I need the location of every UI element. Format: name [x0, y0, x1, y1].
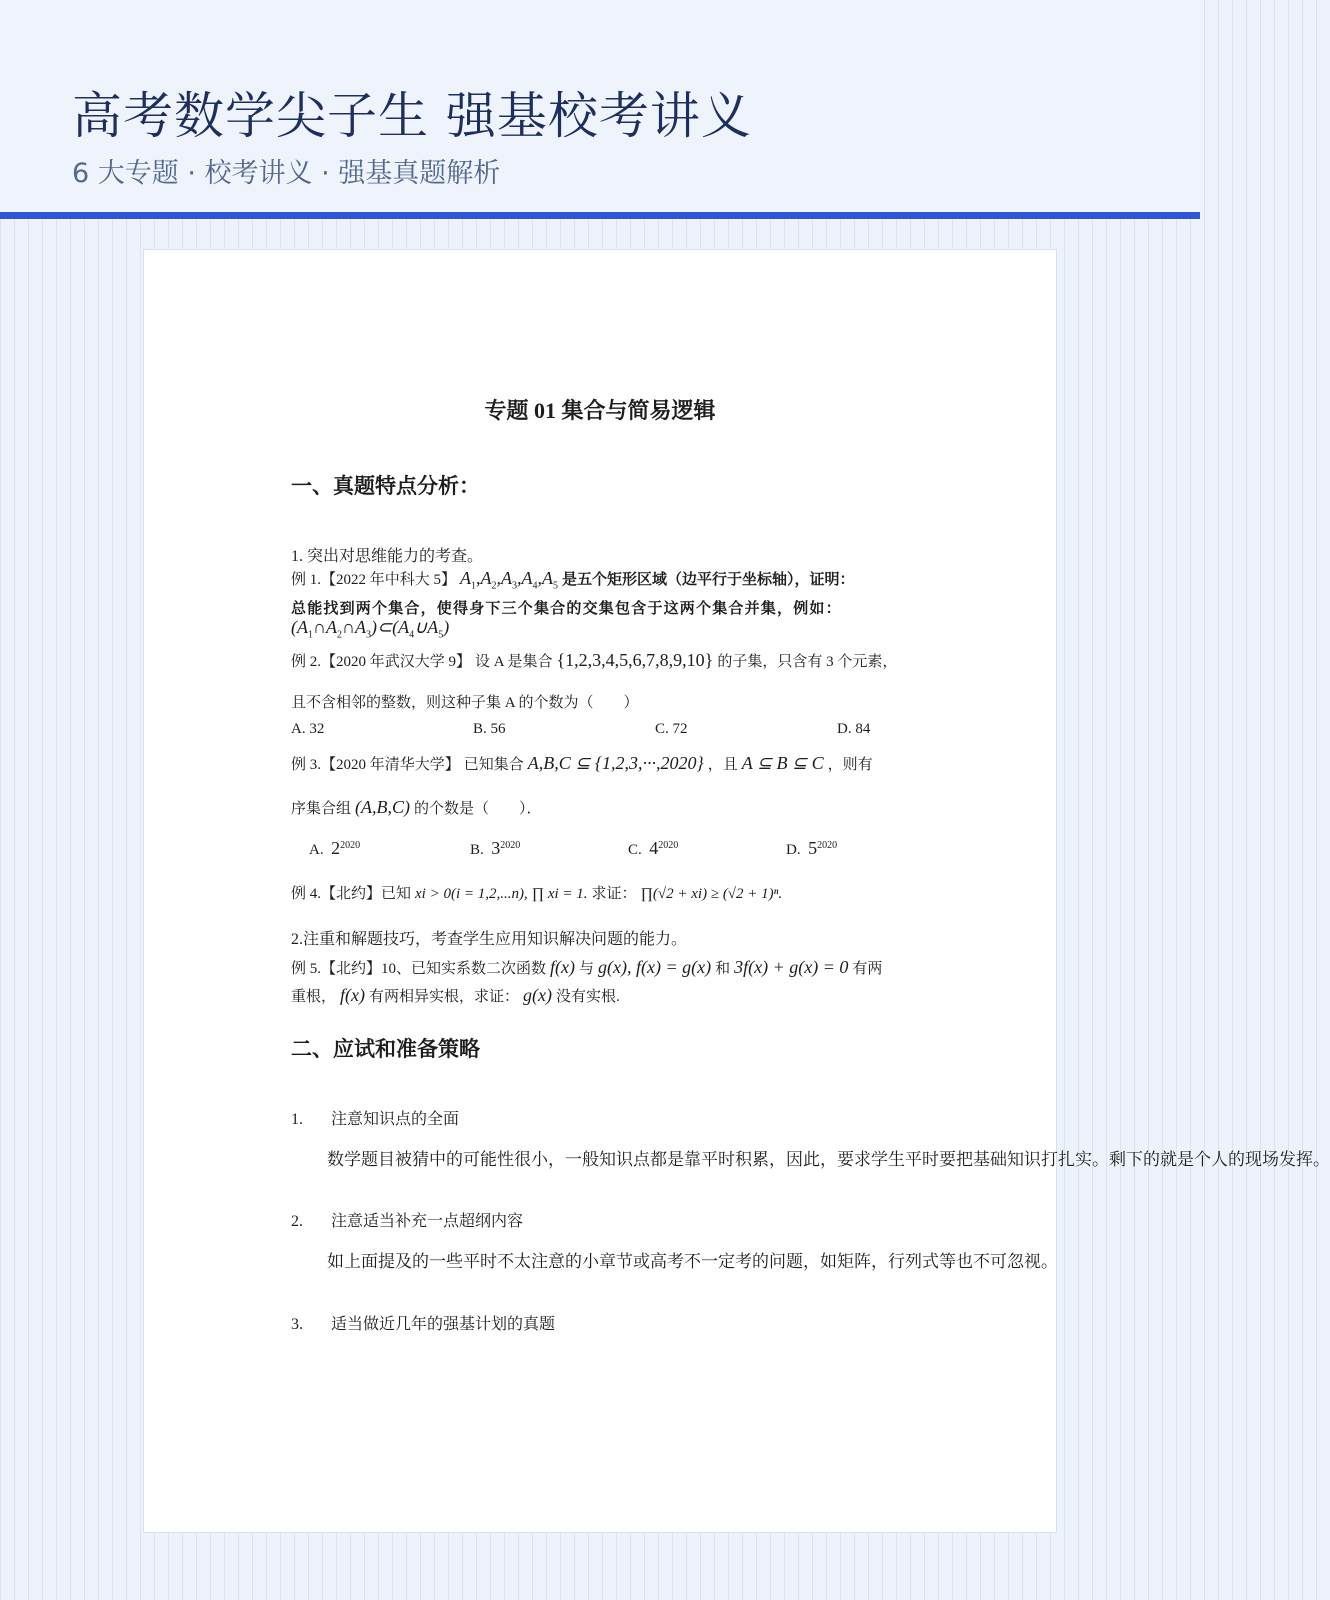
example3-label: 例 3.【2020 年清华大学】: [291, 757, 460, 773]
strategy-item1-body: 数学题目被猜中的可能性很小，一般知识点都是靠平时积累，因此，要求学生平时要把基础知识打扎实。剩下的就是个人的现场发挥。: [327, 1150, 1330, 1169]
example2-text-a: 设 A 是集合: [475, 654, 553, 670]
example5-text-e: 有两相异实根，求证：: [369, 989, 520, 1005]
example5-text-a: 与: [579, 961, 595, 977]
example5-f: f(x): [550, 957, 575, 977]
example3-choice-a: A. $2^{2020}$: [309, 838, 361, 858]
example5-f2: f(x): [340, 985, 365, 1005]
example5-label: 例 5.【北约】10、已知实系数二次函数: [291, 961, 547, 977]
example3-line1: [291, 753, 873, 774]
example3-text-a: 已知集合: [463, 757, 524, 773]
example2-line2: 且不含相邻的整数，则这种子集 A 的个数为（ ）: [291, 695, 639, 711]
point1: 1. 突出对思维能力的考查。: [291, 548, 484, 565]
banner-subtitle: 6 大专题 · 校考讲义 · 强基真题解析: [72, 158, 501, 189]
strategy-item3-title: 3. 适当做近几年的强基计划的真题: [291, 1316, 556, 1333]
example5-text-c: 有两: [852, 961, 883, 977]
example2-choice-d: D. 84: [837, 721, 871, 737]
example3-text-c: ，则有: [827, 757, 873, 773]
example3-line2: [291, 797, 542, 818]
example4-formula-b: ∏ xi = 1.: [531, 886, 588, 902]
example1-sets: $A_1,A_2,A_3,A_4,A_5$: [460, 568, 559, 592]
example1-line2: 总能找到两个集合，使得身下三个集合的交集包含于这两个集合并集，例如：: [291, 601, 842, 617]
example3-choice-b: B. $3^{2020}$: [470, 838, 521, 858]
example3-text-b: ，且: [707, 757, 738, 773]
example2-choice-b: B. 56: [473, 721, 506, 737]
section2-heading: 二、应试和准备策略: [291, 1037, 480, 1061]
example3-formula-c: (A,B,C): [355, 797, 410, 817]
example4-text: 求证：: [591, 886, 637, 902]
section1-heading: 一、真题特点分析：: [291, 474, 480, 498]
example1-label: 例 1.【2022 年中科大 5】: [291, 572, 457, 588]
example3-formula-a: A,B,C ⊆ {1,2,3,···,2020}: [527, 753, 704, 773]
example3-text-e: 的个数是（ ）．: [414, 801, 542, 817]
point2: 2.注重和解题技巧，考查学生应用知识解决问题的能力。: [291, 931, 688, 948]
example3-formula-b: A ⊆ B ⊆ C: [741, 753, 824, 773]
document-page: [143, 249, 1330, 1533]
example5-line2: [291, 985, 620, 1006]
example4-line: [291, 882, 782, 903]
example5-text-d: 重根，: [291, 989, 337, 1005]
example5-text-f: 没有实根.: [556, 989, 620, 1005]
example1-formula: $(A_1\cap A_2\cap A_3)\subset(A_4\cup A_5)$: [291, 617, 450, 641]
strategy-item2-title: 2. 注意适当补充一点超纲内容: [291, 1213, 524, 1230]
example1-line1: [291, 568, 855, 592]
example5-text-b: 和: [715, 961, 731, 977]
banner-title: 高考数学尖子生 强基校考讲义: [72, 87, 752, 145]
example5-line1: [291, 957, 882, 978]
header-divider: [0, 212, 1200, 219]
example1-text-a: 是五个矩形区域（边平行于坐标轴），证明：: [562, 572, 855, 588]
example3-text-d: 序集合组: [291, 801, 352, 817]
example2-label: 例 2.【2020 年武汉大学 9】: [291, 654, 472, 670]
example4-label: 例 4.【北约】已知: [291, 886, 412, 902]
example2-text-b: 的子集，只含有 3 个元素，: [717, 654, 898, 670]
example3-choice-d: D. $5^{2020}$: [786, 838, 838, 858]
example5-g: g(x): [523, 985, 552, 1005]
strategy-item2-body: 如上面提及的一些平时不太注意的小章节或高考不一定考的问题，如矩阵，行列式等也不可忽视。: [327, 1252, 1058, 1271]
example5-g-eq: g(x), f(x) = g(x): [598, 957, 712, 977]
strategy-item1-title: 1. 注意知识点的全面: [291, 1111, 460, 1128]
example3-choice-c: C. $4^{2020}$: [628, 838, 679, 858]
header-banner: [0, 0, 1200, 212]
example2-choice-c: C. 72: [655, 721, 688, 737]
example4-formula-a: xi > 0(i = 1,2,...n),: [415, 886, 528, 902]
document-title: 专题 01 集合与简易逻辑: [484, 398, 716, 423]
example4-formula-c: ∏(√2 + xi) ≥ (√2 + 1)ⁿ.: [640, 886, 783, 902]
example2-set: {1,2,3,4,5,6,7,8,9,10}: [556, 650, 714, 670]
example2-line1: [291, 650, 897, 671]
example2-choice-a: A. 32: [291, 721, 325, 737]
example5-eq2: 3f(x) + g(x) = 0: [734, 957, 849, 977]
